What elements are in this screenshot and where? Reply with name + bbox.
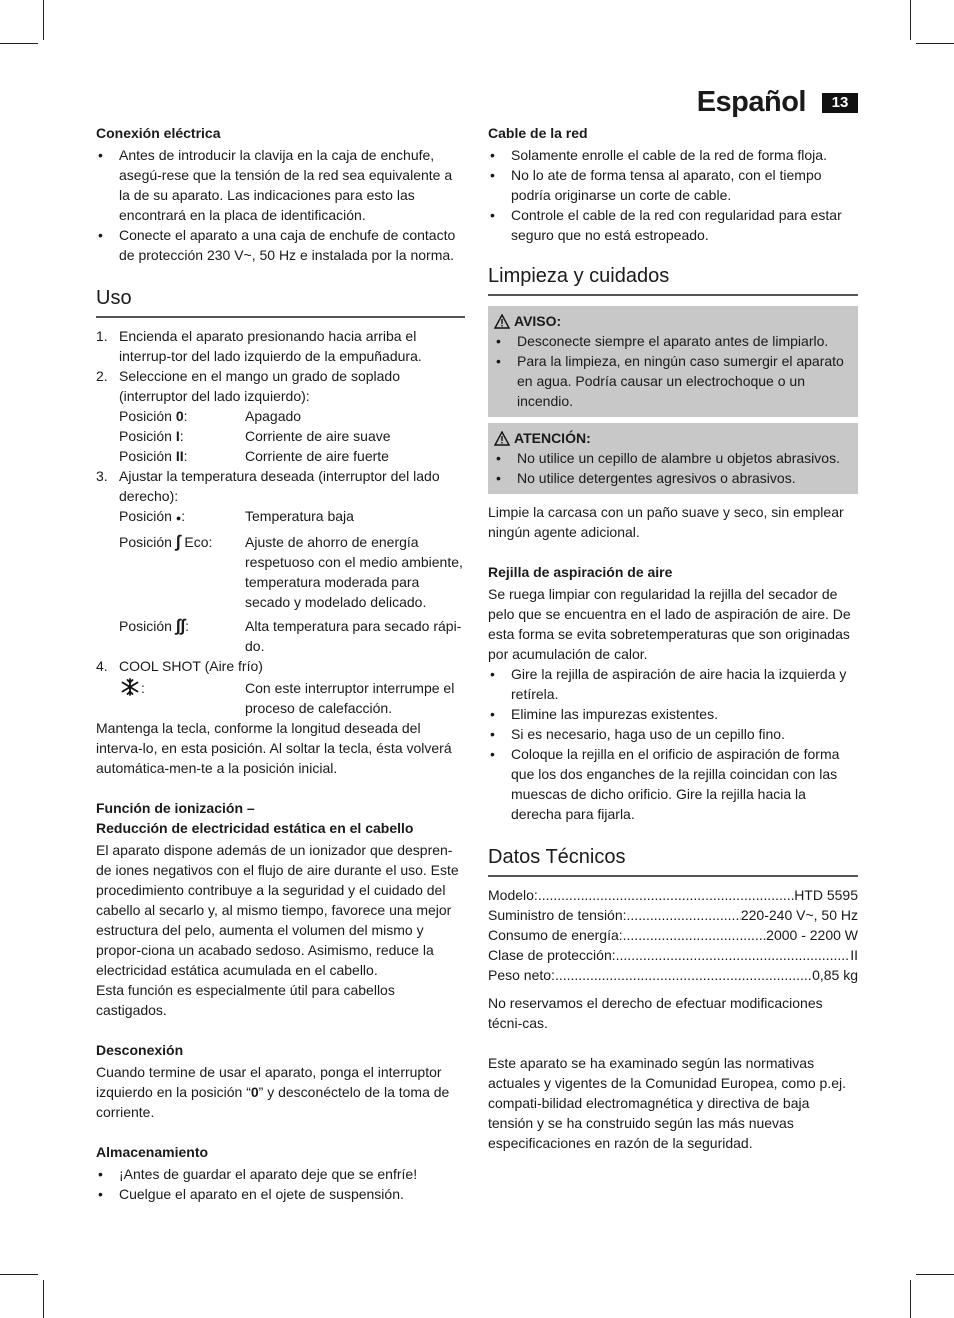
crop-mark bbox=[0, 1274, 38, 1275]
modificaciones-note: No reservamos el derecho de efectuar modificaciones técni-cas. bbox=[488, 995, 823, 1031]
list-item: • Antes de introducir la clavija en la caja de enchufe, asegú-rese que la tensión de la red sea equivalente a la de su aparato. Las indicaciones para esto las encontrará en la placa de identificación. bbox=[96, 145, 465, 225]
list-item: • Conecte el aparato a una caja de enchufe de contacto de protección 230 V~, 50 Hz e instalada por la norma. bbox=[96, 225, 465, 265]
step-3: 3. Ajustar la temperatura deseada (interruptor del lado derecho): Posición ●: Temperatura baja Posición ∫ Eco: Ajuste de ahorro de energía respetuoso con el medio ambiente, temperatura moderada para secado y modelado delicado. Posición ∫∫: Alta temperatura para secado rápi-do. bbox=[96, 466, 465, 656]
rejilla-text: Se ruega limpiar con regularidad la rejilla del secador de pelo que se encuentra en el lado de aspiración de aire. De esta forma se evita sobretemperaturas que son originadas por acumulación de calor. bbox=[488, 586, 851, 662]
spec-row: Clase de protección: ..... II bbox=[488, 945, 858, 965]
spec-row: Suministro de tensión: ..... 220-240 V~, 50 Hz bbox=[488, 905, 858, 925]
ionizacion-text-2: Esta función es especialmente útil para cabellos castigados. bbox=[96, 982, 395, 1018]
position-row: Posición ∫ Eco: Ajuste de ahorro de energía respetuoso con el medio ambiente, temperatura moderada para secado y modelado delicado. bbox=[119, 532, 463, 610]
desconexion-text: Cuando termine de usar el aparato, ponga el interruptor izquierdo en la posición “0” y desconéctelo de la toma de corriente. bbox=[96, 1064, 450, 1120]
crop-mark bbox=[910, 0, 911, 40]
position-row: : Con este interruptor interrumpe el proceso de calefacción. bbox=[119, 678, 465, 718]
crop-mark bbox=[916, 1274, 954, 1275]
ionizacion-text: El aparato dispone además de un ionizador que despren-de iones negativos con el flujo de aire durante el uso. Este procedimiento contribuye a la seguridad y el cuidado del cabello al secarlo y, al mismo tiempo, favorece una mejor estructura del pelo, aumenta el volumen del mismo y propor-ciona un acabado sedoso. Asimismo, reduce la electricidad estática acumulada en el cabello. bbox=[96, 842, 459, 978]
list-item: • Cuelgue el aparato en el ojete de suspensión. bbox=[96, 1184, 465, 1204]
eco-heat-icon: ∫ bbox=[175, 532, 181, 551]
section-subtitle-ionizacion: Reducción de electricidad estática en el cabello bbox=[96, 820, 414, 836]
list-item: • Controle el cable de la red con regularidad para estar seguro que no está estropeado. bbox=[488, 205, 858, 245]
position-row: Posición ∫∫: Alta temperatura para secado rápi-do. bbox=[119, 616, 462, 654]
warning-box-atencion bbox=[488, 423, 858, 494]
position-row: Posición ●: Temperatura baja bbox=[119, 508, 354, 524]
rejilla-list bbox=[488, 664, 858, 824]
language-title: Español bbox=[696, 86, 806, 118]
position-row: Posición 0: Apagado bbox=[119, 408, 302, 424]
section-title-almacenamiento: Almacenamiento bbox=[96, 1144, 209, 1160]
list-item: • ¡Antes de guardar el aparato deje que se enfríe! bbox=[96, 1164, 465, 1184]
aviso-title: AVISO: bbox=[514, 313, 562, 329]
list-item: • No utilice detergentes agresivos o abrasivos. bbox=[494, 468, 850, 488]
uso-paragraph: Mantenga la tecla, conforme la longitud deseada del interva-lo, en esta posición. Al soltar la tecla, ésta volverá automática-men-te a la posición inicial. bbox=[96, 720, 452, 776]
crop-mark bbox=[916, 43, 954, 44]
section-title-desconexion: Desconexión bbox=[96, 1042, 184, 1058]
list-item: • No lo ate de forma tensa al aparato, con el tiempo podría originarse un corte de cable. bbox=[488, 165, 858, 205]
right-column bbox=[488, 123, 858, 1153]
list-item: • Elimine las impurezas existentes. bbox=[488, 704, 858, 724]
list-item: • Si es necesario, haga uso de un cepillo fino. bbox=[488, 724, 858, 744]
cable-list bbox=[488, 145, 858, 245]
list-item: • Coloque la rejilla en el orificio de aspiración de forma que los dos enganches de la rejilla coincidan con las muescas de dicho orificio. Gire la rejilla hacia la derecha para fijarla. bbox=[488, 744, 858, 824]
list-item: • Gire la rejilla de aspiración de aire hacia la izquierda y retírela. bbox=[488, 664, 858, 704]
atencion-title: ATENCIÓN: bbox=[514, 430, 591, 446]
step-2: 2. Seleccione en el mango un grado de soplado (interruptor del lado izquierdo): Posición 0: Apagado Posición I: Corriente de aire suave Posición II: Corriente de aire fuerte bbox=[96, 366, 465, 466]
step-1: 1. Encienda el aparato presionando hacia arriba el interrup-tor del lado izquierdo de la empuñadura. bbox=[96, 328, 422, 364]
low-temp-icon: ● bbox=[175, 513, 182, 523]
snowflake-icon bbox=[119, 678, 141, 696]
crop-mark bbox=[43, 0, 44, 40]
list-item: • Desconecte siempre el aparato antes de limpiarlo. bbox=[494, 331, 850, 351]
section-heading-datos: Datos Técnicos bbox=[488, 844, 858, 877]
spec-row: Consumo de energía: ..... 2000 - 2200 W bbox=[488, 925, 858, 945]
warning-box-aviso bbox=[488, 306, 858, 417]
page-number: 13 bbox=[822, 93, 858, 113]
section-title-cable: Cable de la red bbox=[488, 125, 588, 141]
almacenamiento-list bbox=[96, 1164, 465, 1204]
section-heading-limpieza: Limpieza y cuidados bbox=[488, 263, 858, 296]
list-item: • Para la limpieza, en ningún caso sumergir el aparato en agua. Podría causar un electrochoque o un incendio. bbox=[494, 351, 850, 411]
spec-row: Peso neto: ..... 0,85 kg bbox=[488, 965, 858, 985]
list-item: • Solamente enrolle el cable de la red de forma floja. bbox=[488, 145, 858, 165]
warning-triangle-icon bbox=[494, 431, 510, 446]
section-heading-uso: Uso bbox=[96, 285, 465, 318]
warning-triangle-icon bbox=[494, 314, 510, 329]
left-column bbox=[96, 123, 465, 1204]
section-title-ionizacion: Función de ionización – bbox=[96, 800, 255, 816]
spec-list bbox=[488, 885, 858, 985]
crop-mark bbox=[0, 43, 38, 44]
crop-mark bbox=[43, 1280, 44, 1318]
limpieza-text: Limpie la carcasa con un paño suave y seco, sin emplear ningún agente adicional. bbox=[488, 504, 844, 540]
spec-row: Modelo: ..... HTD 5595 bbox=[488, 885, 858, 905]
conexion-list bbox=[96, 145, 465, 265]
crop-mark bbox=[910, 1280, 911, 1318]
conformity-text: Este aparato se ha examinado según las normativas actuales y vigentes de la Comunidad Europea, como p.ej. compati-bilidad electromagnética y directiva de baja tensión y se ha construido según las más nuevas especificaciones en razón de la seguridad. bbox=[488, 1055, 846, 1151]
list-item: • No utilice un cepillo de alambre u objetos abrasivos. bbox=[494, 448, 850, 468]
high-heat-icon: ∫∫ bbox=[175, 616, 186, 635]
section-title-rejilla: Rejilla de aspiración de aire bbox=[488, 564, 673, 580]
uso-steps bbox=[96, 326, 465, 718]
position-row: Posición II: Corriente de aire fuerte bbox=[119, 448, 389, 464]
section-title-conexion: Conexión eléctrica bbox=[96, 125, 221, 141]
step-4: 4. COOL SHOT (Aire frío) : Con este interruptor interrumpe el proceso de calefacción. bbox=[96, 656, 465, 718]
position-row: Posición I: Corriente de aire suave bbox=[119, 428, 391, 444]
